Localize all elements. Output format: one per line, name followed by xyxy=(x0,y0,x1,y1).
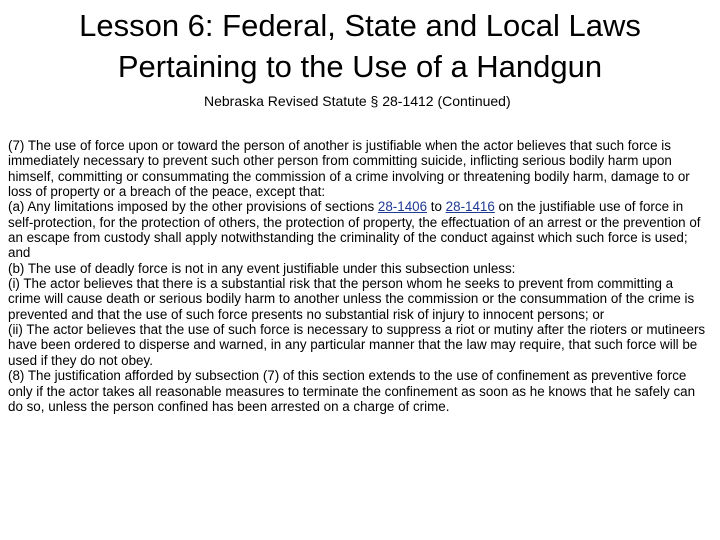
paragraph-a-text-3: on the justifiable use of force in self-protection, for the protection of others, the protection of property, the effectuation of an arrest or the prevention of an escape from custody shall apply notwithstanding the criminality of the conduct against which such force is used; and xyxy=(8,199,701,261)
section-link-28-1406[interactable]: 28-1406 xyxy=(377,199,428,215)
paragraph-ii: (ii) The actor believes that the use of such force is necessary to suppress a riot or mutiny after the rioters or mutineers have been ordered to disperse and warned, in any particular manner that the law may require, that such force will be used if they do not obey. xyxy=(8,322,706,368)
slide-title-line-1: Lesson 6: Federal, State and Local Laws xyxy=(79,8,641,43)
statute-subtitle: Nebraska Revised Statute § 28-1412 (Continued) xyxy=(204,93,511,109)
paragraph-7: (7) The use of force upon or toward the person of another is justifiable when the actor believes that such force is immediately necessary to prevent such other person from committing suicide, inflicting serious bodily harm upon himself, committing or consummating the commission of a crime involving or threatening bodily harm, damage to or loss of property or a breach of the peace, except that: xyxy=(8,138,690,200)
paragraph-8: (8) The justification afforded by subsection (7) of this section extends to the use of confinement as preventive force only if the actor takes all reasonable measures to terminate the confinement as soon as he knows that he safely can do so, unless the person confined has been arrested on a charge of crime. xyxy=(8,368,696,414)
slide-title xyxy=(0,5,720,87)
paragraph-a-text-2: to xyxy=(427,199,446,215)
paragraph-a-text-1: (a) Any limitations imposed by the other provisions of sections xyxy=(8,199,378,215)
slide-title-line-2: Pertaining to the Use of a Handgun xyxy=(117,49,603,84)
paragraph-a xyxy=(8,199,708,260)
statute-body xyxy=(8,138,708,414)
paragraph-i: (i) The actor believes that there is a substantial risk that the person whom he seeks to prevent from committing a crime will cause death or serious bodily harm to another unless the commission or the consummation of the crime is prevented and that the use of such force presents no substantial risk of injury to innocent persons; or xyxy=(8,276,695,322)
section-link-28-1416[interactable]: 28-1416 xyxy=(445,199,495,215)
paragraph-b: (b) The use of deadly force is not in any event justifiable under this subsection unless: xyxy=(8,260,516,276)
